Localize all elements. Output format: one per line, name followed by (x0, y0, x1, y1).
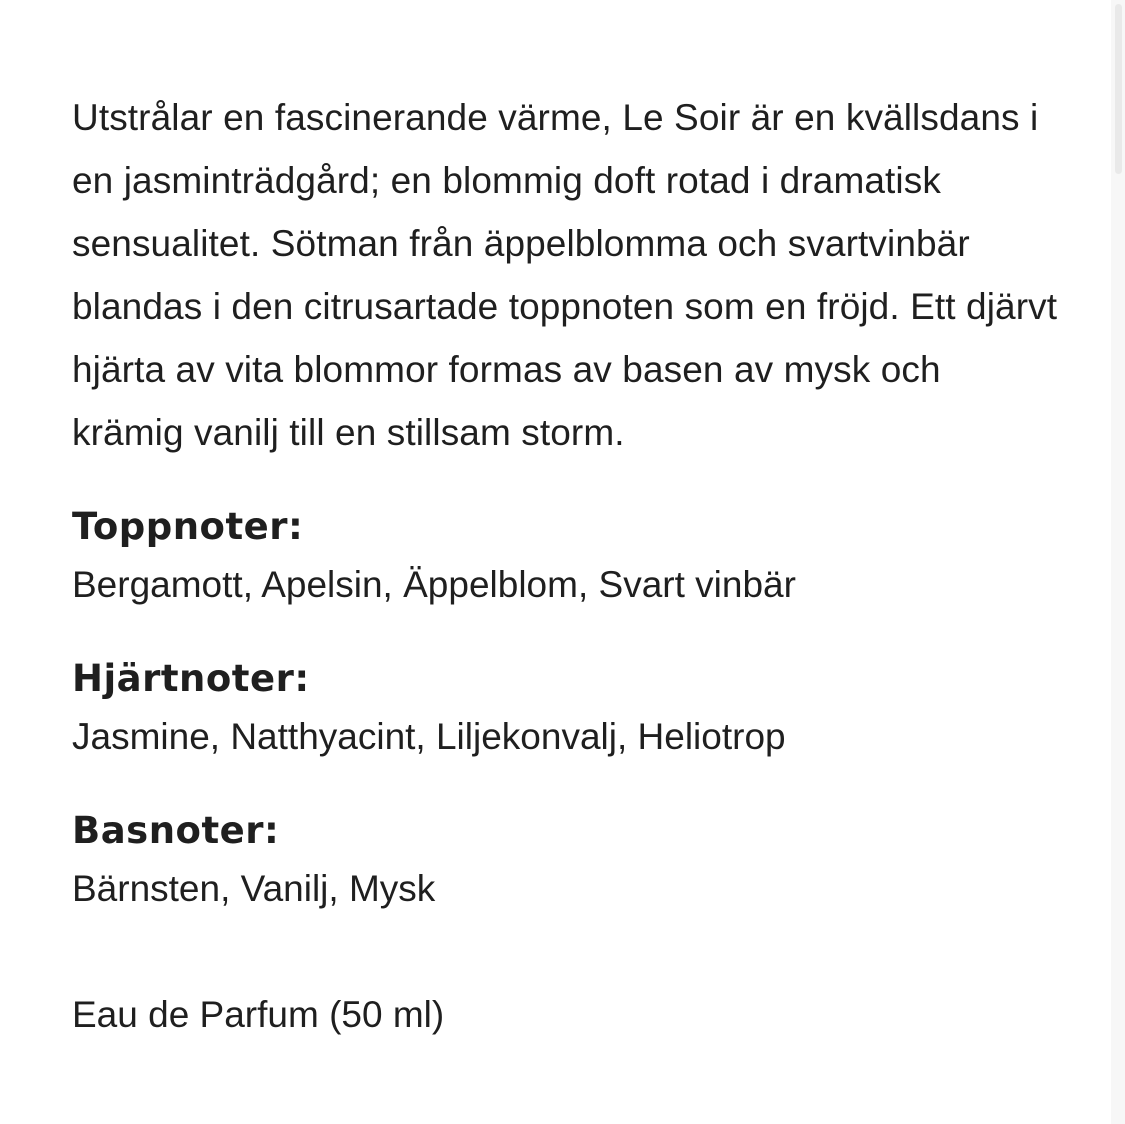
scrollbar[interactable] (1111, 0, 1125, 1124)
top-notes-heading: Toppnoter: (72, 505, 304, 548)
description-text: Utstrålar en fascinerande värme, Le Soir är en kvällsdans i en jasminträdgård; en blommig doft rotad i dramatisk sensualitet. Sötman från äppelblomma och svartvinbär blandas i den citrusartade toppnoten som en fröjd. Ett djärvt hjärta av vita blommor formas av basen av mysk och krämig vanilj till en stillsam storm. (72, 97, 1058, 453)
base-notes-heading: Basnoter: (72, 809, 280, 852)
volume-text: Eau de Parfum (50 ml) (72, 994, 445, 1035)
top-notes-section (72, 502, 1062, 610)
base-notes-section (72, 806, 1062, 914)
product-description-panel (72, 86, 1062, 1040)
heart-notes-section (72, 654, 1062, 762)
base-notes-list: Bärnsten, Vanilj, Mysk (72, 868, 436, 909)
heart-notes-list: Jasmine, Natthyacint, Liljekonvalj, Heliotrop (72, 716, 786, 757)
scrollbar-thumb[interactable] (1115, 4, 1122, 174)
heart-notes-heading: Hjärtnoter: (72, 657, 310, 700)
top-notes-list: Bergamott, Apelsin, Äppelblom, Svart vinbär (72, 564, 796, 605)
